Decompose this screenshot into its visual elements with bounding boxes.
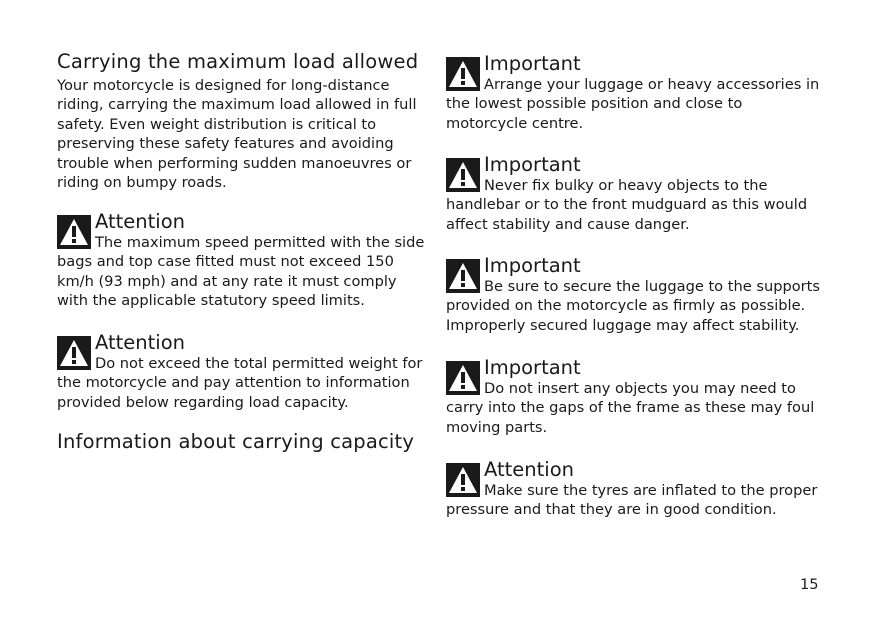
- note-title: Attention: [95, 331, 185, 354]
- note-body: The maximum speed permitted with the side bags and top case fitted must not exceed 150 km/h (93 mph) and at any rate it must comply with the applicable statutory speed limits.: [57, 234, 425, 310]
- note-title: Attention: [95, 210, 185, 233]
- attention-note-weight: [57, 331, 431, 412]
- intro-paragraph: Your motorcycle is designed for long-distance riding, carrying the maximum load allowed in full safety. Even weight distribution is critical to preserving these safety features and avoiding trouble when performing sudden manoeuvres or riding on bumpy roads.: [57, 77, 417, 192]
- note-body: Make sure the tyres are inflated to the proper pressure and that they are in good condition.: [446, 482, 818, 519]
- warning-triangle-icon: [446, 158, 480, 192]
- warning-triangle-icon: [446, 57, 480, 91]
- note-body: Be sure to secure the luggage to the supports provided on the motorcycle as firmly as possible. Improperly secured luggage may affect stability.: [446, 278, 820, 334]
- important-note-luggage-position: [446, 52, 820, 133]
- section-title-capacity: Information about carrying capacity: [57, 430, 415, 453]
- warning-triangle-icon: [57, 215, 91, 249]
- attention-note-tyres: [446, 458, 820, 520]
- section-title-max-load: Carrying the maximum load allowed: [57, 50, 419, 73]
- important-note-frame-gaps: [446, 356, 820, 437]
- note-title: Important: [484, 153, 581, 176]
- note-title: Attention: [484, 458, 574, 481]
- note-body: Never fix bulky or heavy objects to the handlebar or to the front mudguard as this would affect stability and cause danger.: [446, 177, 808, 233]
- important-note-handlebar: [446, 153, 820, 234]
- warning-triangle-icon: [57, 336, 91, 370]
- note-title: Important: [484, 52, 581, 75]
- important-note-secure: [446, 254, 820, 335]
- note-body: Do not exceed the total permitted weight for the motorcycle and pay attention to information provided below regarding load capacity.: [57, 355, 423, 411]
- warning-triangle-icon: [446, 463, 480, 497]
- note-body: Do not insert any objects you may need to carry into the gaps of the frame as these may foul moving parts.: [446, 380, 815, 436]
- note-title: Important: [484, 356, 581, 379]
- attention-note-speed: [57, 210, 431, 311]
- warning-triangle-icon: [446, 259, 480, 293]
- note-body: Arrange your luggage or heavy accessories in the lowest possible position and close to motorcycle centre.: [446, 76, 820, 132]
- warning-triangle-icon: [446, 361, 480, 395]
- note-title: Important: [484, 254, 581, 277]
- page-number: 15: [800, 576, 819, 593]
